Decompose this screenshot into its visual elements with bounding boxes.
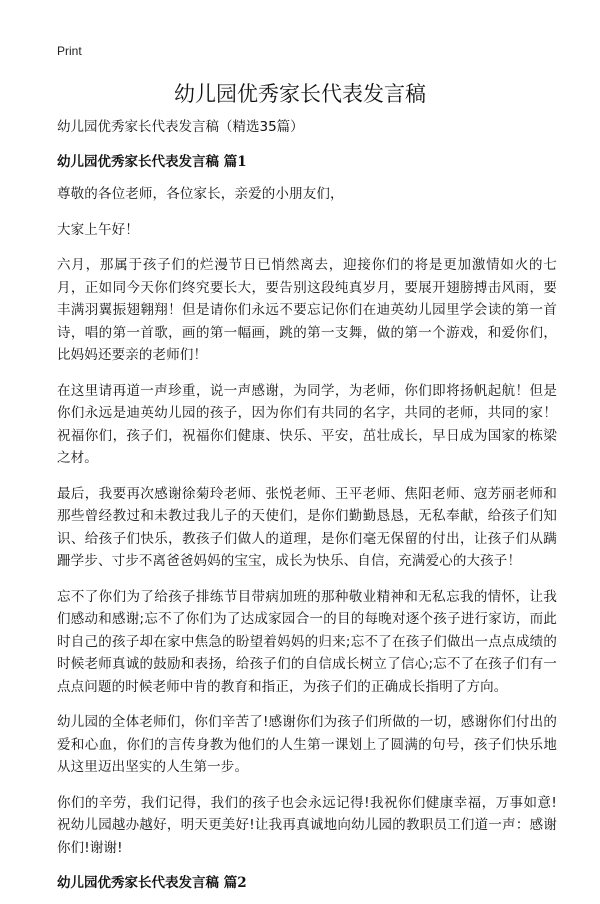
section-2 (57, 872, 557, 894)
document-subtitle: 幼儿园优秀家长代表发言稿（精选35篇） (57, 119, 304, 135)
print-link[interactable]: Print (57, 44, 82, 58)
section-heading: 幼儿园优秀家长代表发言稿 篇1 (57, 154, 247, 170)
greeting-paragraph: 大家上午好！ (57, 221, 139, 238)
body-paragraph: 忘不了你们为了给孩子排练节目带病加班的那种敬业精神和无私忘我的情怀，让我们感动和感谢;忘不了你们为了达成家园合一的目的每晚对逐个孩子进行家访，而此时自己的孩子却在家中焦急的盼望着妈妈的归来;忘不了在孩子们做出一点点成绩的时候老师真诚的鼓励和表扬，给孩子们的自信成长树立了信心;忘不了在孩子们有一点点问题的时候老师中肯的教育和指正，为孩子们的正确成长指明了方向。 (57, 588, 557, 695)
document-title: 幼儿园优秀家长代表发言稿 (174, 82, 426, 106)
salutation-paragraph: 尊敬的各位老师，各位家长，亲爱的小朋友们， (57, 186, 344, 202)
body-paragraph: 六月，那属于孩子们的烂漫节日已悄然离去，迎接你们的将是更加激情如火的七月，正如同今天你们终究要长大，要告别这段纯真岁月，要展开翅膀搏击风雨，要丰满羽翼振翅翱翔！但是请你们永远不要忘记你们在迪英幼儿园里学会读的第一首诗，唱的第一首歌，画的第一幅画，跳的第一支舞，做的第一个游戏，和爱你们，比妈妈还要亲的老师们！ (57, 257, 557, 363)
body-paragraph: 幼儿园的全体老师们，你们辛苦了!感谢你们为孩子们所做的一切，感谢你们付出的爱和心血，你们的言传身教为他们的人生第一课划上了圆满的句号，孩子们快乐地从这里迈出坚实的人生第一步。 (57, 714, 557, 775)
section-heading: 幼儿园优秀家长代表发言稿 篇2 (57, 875, 247, 891)
body-paragraph: 最后，我要再次感谢徐菊玲老师、张悦老师、王平老师、焦阳老师、寇芳丽老师和那些曾经教过和未教过我儿子的天使们，是你们勤勤恳恳，无私奉献，给孩子们知识、给孩子们快乐，教孩子们做人的道理，是你们毫无保留的付出，让孩子们从蹒跚学步、寸步不离爸爸妈妈的宝宝，成长为快乐、自信，充满爱心的大孩子！ (57, 485, 557, 569)
body-paragraph: 你们的辛劳，我们记得，我们的孩子也会永远记得!我祝你们健康幸福，万事如意!祝幼儿园越办越好，明天更美好!让我再真诚地向幼儿园的教职员工们道一声：感谢你们!谢谢! (57, 794, 557, 856)
section-1 (57, 151, 557, 859)
body-paragraph: 在这里请再道一声珍重，说一声感谢，为同学，为老师，你们即将扬帆起航！但是你们永远是迪英幼儿园的孩子，因为你们有共同的名字，共同的老师，共同的家！祝福你们，孩子们，祝福你们健康、快乐、平安，茁壮成长，早日成为国家的栋梁之材。 (57, 382, 557, 466)
document-body (57, 116, 557, 904)
